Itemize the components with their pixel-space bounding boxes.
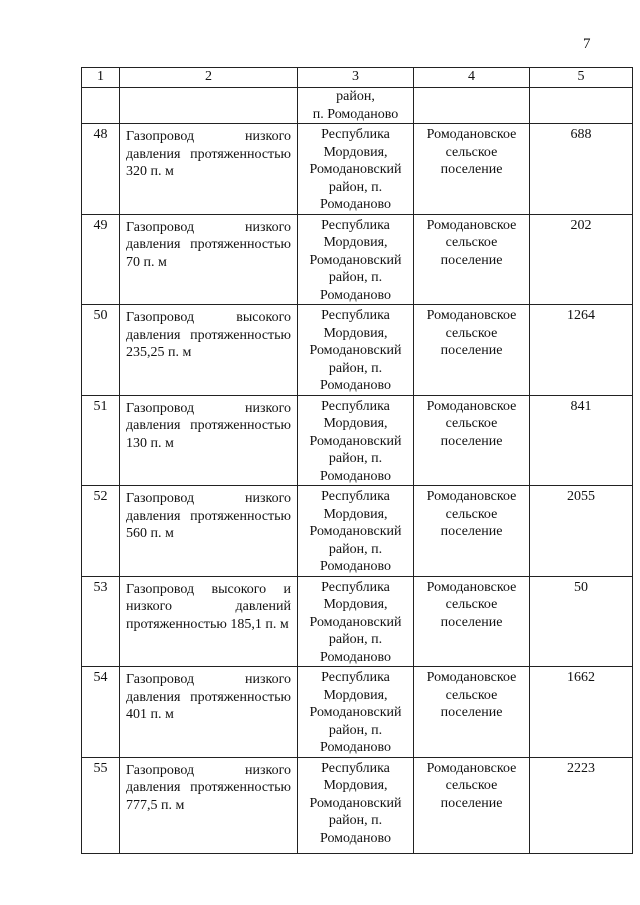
value-cell: 50 [530,576,633,667]
table-row [82,667,633,758]
continuation-value-cell [530,88,633,124]
object-name-cell [120,486,298,577]
continuation-name-cell [120,88,298,124]
settlement-cell: Ромодановское сельское поселение [414,486,530,577]
object-name-cell [120,395,298,486]
header-col-3: 3 [298,68,414,88]
object-name-cell [120,124,298,215]
table-row [82,124,633,215]
object-name-cell [120,576,298,667]
object-name-cell [120,305,298,396]
table-body [82,88,633,854]
row-number-cell: 50 [82,305,120,396]
object-name-cell [120,667,298,758]
location-cell: Республика Мордовия, Ромодановский район, п. Ромоданово [298,486,414,577]
continuation-location-cell: район, п. Ромоданово [298,88,414,124]
object-name-text: Газопровод высокого давления протяженностью 235,25 п. м [126,310,291,360]
registry-table [81,67,633,854]
object-name-text: Газопровод низкого давления протяженностью 560 п. м [126,491,291,541]
settlement-cell: Ромодановское сельское поселение [414,214,530,305]
header-row [82,68,633,88]
table-row [82,214,633,305]
object-name-text: Газопровод низкого давления протяженностью 70 п. м [126,219,291,270]
object-name-cell [120,757,298,853]
header-col-5: 5 [530,68,633,88]
value-cell: 2223 [530,757,633,853]
row-number-cell: 51 [82,395,120,486]
page-number: 7 [583,36,591,52]
location-cell: Республика Мордовия, Ромодановский район, п. Ромоданово [298,214,414,305]
value-cell: 688 [530,124,633,215]
object-name-text: Газопровод низкого давления протяженностью 777,5 п. м [126,762,291,813]
value-cell: 1662 [530,667,633,758]
row-number-cell: 55 [82,757,120,853]
table-row [82,486,633,577]
value-cell: 202 [530,214,633,305]
table-row [82,305,633,396]
row-number-cell: 49 [82,214,120,305]
header-col-1: 1 [82,68,120,88]
settlement-cell: Ромодановское сельское поселение [414,576,530,667]
location-cell: Республика Мордовия, Ромодановский район, п. Ромоданово [298,667,414,758]
object-name-text: Газопровод низкого давления протяженностью 401 п. м [126,672,291,722]
location-cell: Республика Мордовия, Ромодановский район, п. Ромоданово [298,757,414,853]
header-col-4: 4 [414,68,530,88]
table-row [82,395,633,486]
row-number-cell: 54 [82,667,120,758]
settlement-cell: Ромодановское сельское поселение [414,124,530,215]
settlement-cell: Ромодановское сельское поселение [414,667,530,758]
value-cell: 1264 [530,305,633,396]
object-name-text: Газопровод низкого давления протяженностью 320 п. м [126,129,291,179]
table-row [82,757,633,853]
location-cell: Республика Мордовия, Ромодановский район, п. Ромоданово [298,576,414,667]
object-name-cell [120,214,298,305]
location-cell: Республика Мордовия, Ромодановский район, п. Ромоданово [298,124,414,215]
value-cell: 841 [530,395,633,486]
value-cell: 2055 [530,486,633,577]
settlement-cell: Ромодановское сельское поселение [414,395,530,486]
table-header [82,68,633,88]
table-row [82,576,633,667]
object-name-text: Газопровод высокого и низкого давлений протяженностью 185,1 п. м [126,581,291,632]
row-number-cell: 52 [82,486,120,577]
location-cell: Республика Мордовия, Ромодановский район, п. Ромоданово [298,305,414,396]
continuation-num-cell [82,88,120,124]
continuation-settlement-cell [414,88,530,124]
continuation-row [82,88,633,124]
row-number-cell: 48 [82,124,120,215]
row-number-cell: 53 [82,576,120,667]
object-name-text: Газопровод низкого давления протяженностью 130 п. м [126,400,291,451]
location-cell: Республика Мордовия, Ромодановский район, п. Ромоданово [298,395,414,486]
settlement-cell: Ромодановское сельское поселение [414,305,530,396]
header-col-2: 2 [120,68,298,88]
settlement-cell: Ромодановское сельское поселение [414,757,530,853]
